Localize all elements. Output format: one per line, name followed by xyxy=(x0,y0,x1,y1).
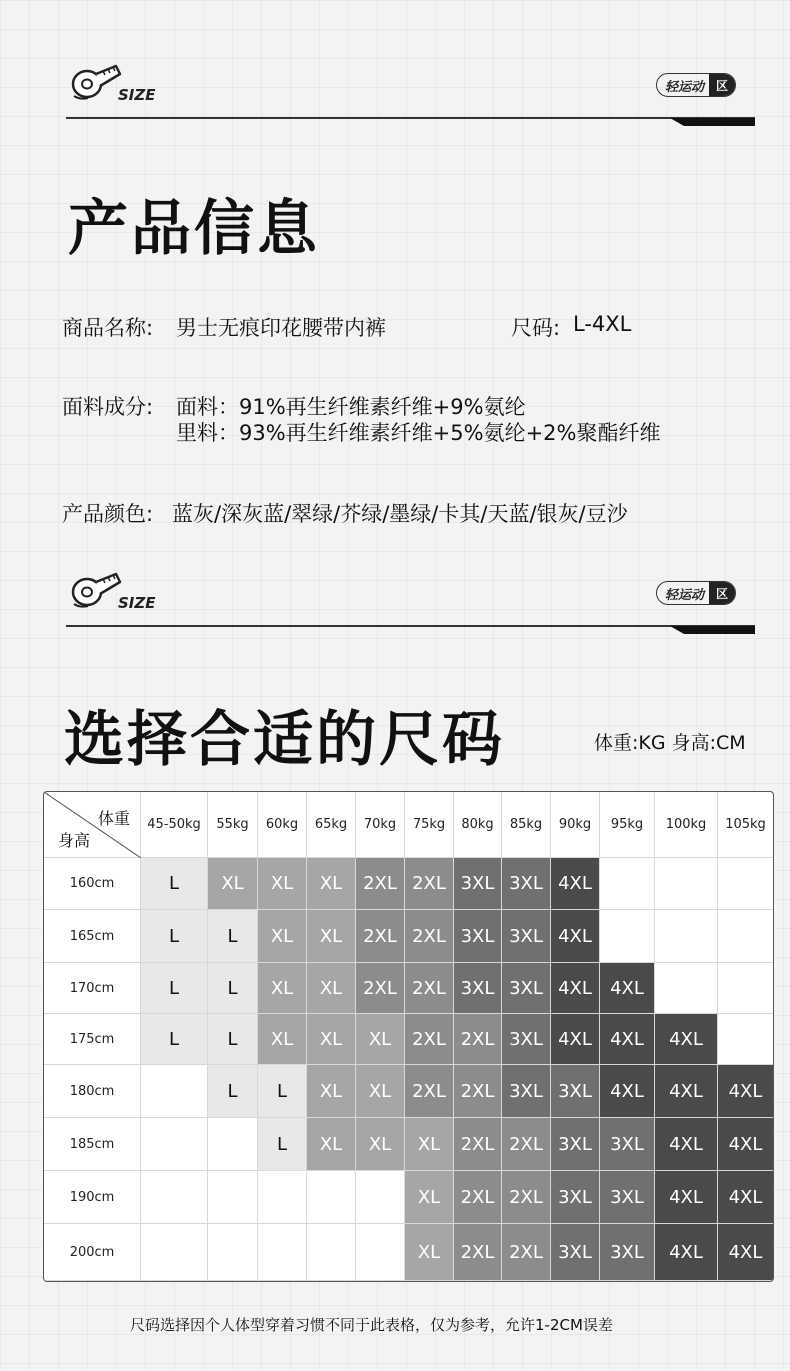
size-section-title: 选择合适的尺码 xyxy=(64,705,505,775)
height-header: 180cm xyxy=(44,1065,141,1118)
empty-cell xyxy=(307,1171,356,1224)
size-cell: 3XL xyxy=(454,910,502,963)
size-cell: 2XL xyxy=(454,1065,502,1118)
empty-cell xyxy=(718,858,774,910)
table-corner xyxy=(44,792,141,858)
empty-cell xyxy=(141,1065,208,1118)
height-header: 170cm xyxy=(44,963,141,1014)
height-header: 185cm xyxy=(44,1118,141,1171)
size-cell: 4XL xyxy=(551,1014,600,1065)
product-size-value: L-4XL xyxy=(573,312,632,336)
size-cell: XL xyxy=(356,1118,405,1171)
size-cell: XL xyxy=(307,910,356,963)
empty-cell xyxy=(655,910,718,963)
empty-cell xyxy=(307,1224,356,1281)
size-cell: L xyxy=(258,1065,307,1118)
size-cell: 3XL xyxy=(454,858,502,910)
size-cell: 2XL xyxy=(502,1118,551,1171)
fabric-label: 面料成分: xyxy=(62,395,154,419)
size-cell: 4XL xyxy=(551,963,600,1014)
size-cell: 3XL xyxy=(551,1118,600,1171)
size-cell: XL xyxy=(258,858,307,910)
empty-cell xyxy=(141,1224,208,1281)
size-cell: 4XL xyxy=(655,1118,718,1171)
product-size-label: 尺码: xyxy=(511,316,561,340)
empty-cell xyxy=(718,1014,774,1065)
height-header: 200cm xyxy=(44,1224,141,1281)
size-cell: 2XL xyxy=(454,1118,502,1171)
empty-cell xyxy=(718,910,774,963)
size-cell: XL xyxy=(405,1118,454,1171)
size-cell: 3XL xyxy=(502,963,551,1014)
brand-logo-icon: 区 xyxy=(709,74,735,96)
weight-header: 45-50kg xyxy=(141,792,208,858)
fabric-line-outer: 面料：91%再生纤维素纤维+9%氨纶 xyxy=(176,395,526,419)
size-cell: 4XL xyxy=(655,1224,718,1281)
size-cell: 2XL xyxy=(356,910,405,963)
brand-badge xyxy=(656,581,736,605)
size-cell: 3XL xyxy=(600,1118,655,1171)
color-value: 蓝灰/深灰蓝/翠绿/芥绿/墨绿/卡其/天蓝/银灰/豆沙 xyxy=(172,502,628,526)
empty-cell xyxy=(356,1224,405,1281)
size-cell: L xyxy=(208,910,258,963)
brand-text: 轻运动 xyxy=(665,79,705,95)
size-cell: 3XL xyxy=(502,1065,551,1118)
size-cell: XL xyxy=(307,963,356,1014)
empty-cell xyxy=(141,1118,208,1171)
empty-cell xyxy=(208,1118,258,1171)
weight-header: 105kg xyxy=(718,792,774,858)
size-cell: L xyxy=(258,1118,307,1171)
weight-header: 55kg xyxy=(208,792,258,858)
size-cell: L xyxy=(208,1065,258,1118)
size-cell: 3XL xyxy=(551,1065,600,1118)
size-cell: 4XL xyxy=(718,1224,774,1281)
size-cell: 2XL xyxy=(502,1224,551,1281)
size-cell: XL xyxy=(258,1014,307,1065)
size-cell: XL xyxy=(356,1065,405,1118)
size-cell: 3XL xyxy=(502,910,551,963)
product-name-value: 男士无痕印花腰带内裤 xyxy=(176,316,386,340)
header-divider-tab xyxy=(670,118,755,126)
header-divider-tab xyxy=(670,626,755,634)
size-cell: XL xyxy=(307,1118,356,1171)
brand-text: 轻运动 xyxy=(665,587,705,603)
size-cell: 2XL xyxy=(405,1014,454,1065)
weight-header: 95kg xyxy=(600,792,655,858)
size-cell: 4XL xyxy=(600,1014,655,1065)
size-cell: 2XL xyxy=(356,963,405,1014)
brand-logo-icon: 区 xyxy=(709,582,735,604)
corner-weight-label: 体重 xyxy=(97,809,130,828)
size-cell: XL xyxy=(208,858,258,910)
size-cell: L xyxy=(141,910,208,963)
size-cell: 4XL xyxy=(718,1118,774,1171)
empty-cell xyxy=(655,858,718,910)
size-cell: 4XL xyxy=(655,1014,718,1065)
size-cell: 4XL xyxy=(655,1171,718,1224)
product-info-title: 产品信息 xyxy=(68,194,320,264)
size-cell: 3XL xyxy=(551,1171,600,1224)
header-divider xyxy=(66,117,755,119)
empty-cell xyxy=(141,1171,208,1224)
header-divider xyxy=(66,625,755,627)
size-cell: 2XL xyxy=(454,1171,502,1224)
fabric-line-inner: 里料：93%再生纤维素纤维+5%氨纶+2%聚酯纤维 xyxy=(176,421,661,445)
size-cell: 3XL xyxy=(454,963,502,1014)
size-cell: 2XL xyxy=(502,1171,551,1224)
size-cell: XL xyxy=(258,910,307,963)
size-cell: 4XL xyxy=(655,1065,718,1118)
weight-header: 80kg xyxy=(454,792,502,858)
weight-header: 85kg xyxy=(502,792,551,858)
size-cell: 3XL xyxy=(502,1014,551,1065)
empty-cell xyxy=(356,1171,405,1224)
size-cell: L xyxy=(141,1014,208,1065)
size-cell: XL xyxy=(258,963,307,1014)
empty-cell xyxy=(718,963,774,1014)
size-cell: 3XL xyxy=(502,858,551,910)
footer-note: 尺码选择因个人体型穿着习惯不同于此表格，仅为参考，允许1-2CM误差 xyxy=(130,1316,613,1334)
units-note: 体重:KG 身高:CM xyxy=(594,732,746,754)
size-cell: L xyxy=(208,963,258,1014)
size-cell: 2XL xyxy=(356,858,405,910)
color-label: 产品颜色: xyxy=(62,502,154,526)
empty-cell xyxy=(208,1224,258,1281)
corner-height-label: 身高 xyxy=(58,831,91,850)
empty-cell xyxy=(258,1224,307,1281)
weight-header: 60kg xyxy=(258,792,307,858)
product-name-label: 商品名称: xyxy=(62,316,154,340)
size-cell: 2XL xyxy=(454,1014,502,1065)
size-cell: XL xyxy=(307,858,356,910)
height-header: 175cm xyxy=(44,1014,141,1065)
size-cell: 2XL xyxy=(405,858,454,910)
size-cell: XL xyxy=(405,1171,454,1224)
size-cell: L xyxy=(141,963,208,1014)
weight-header: 90kg xyxy=(551,792,600,858)
size-cell: XL xyxy=(307,1014,356,1065)
weight-header: 100kg xyxy=(655,792,718,858)
height-header: 165cm xyxy=(44,910,141,963)
size-cell: 3XL xyxy=(600,1224,655,1281)
empty-cell xyxy=(600,910,655,963)
size-cell: 2XL xyxy=(405,910,454,963)
size-cell: 4XL xyxy=(600,963,655,1014)
size-label: SIZE xyxy=(118,594,156,612)
size-cell: 2XL xyxy=(405,963,454,1014)
size-cell: 3XL xyxy=(551,1224,600,1281)
tape-measure-icon xyxy=(70,570,122,610)
weight-header: 75kg xyxy=(405,792,454,858)
size-cell: 4XL xyxy=(718,1171,774,1224)
size-cell: 4XL xyxy=(551,858,600,910)
size-cell: XL xyxy=(405,1224,454,1281)
size-cell: 4XL xyxy=(718,1065,774,1118)
height-header: 160cm xyxy=(44,858,141,910)
size-cell: 3XL xyxy=(600,1171,655,1224)
empty-cell xyxy=(258,1171,307,1224)
size-cell: XL xyxy=(307,1065,356,1118)
empty-cell xyxy=(600,858,655,910)
brand-badge xyxy=(656,73,736,97)
size-cell: 4XL xyxy=(600,1065,655,1118)
weight-header: 70kg xyxy=(356,792,405,858)
size-cell: L xyxy=(208,1014,258,1065)
size-cell: XL xyxy=(356,1014,405,1065)
size-label: SIZE xyxy=(118,86,156,104)
height-header: 190cm xyxy=(44,1171,141,1224)
size-cell: 2XL xyxy=(405,1065,454,1118)
empty-cell xyxy=(208,1171,258,1224)
weight-header: 65kg xyxy=(307,792,356,858)
size-cell: L xyxy=(141,858,208,910)
size-cell: 4XL xyxy=(551,910,600,963)
empty-cell xyxy=(655,963,718,1014)
size-table xyxy=(43,791,774,1282)
size-cell: 2XL xyxy=(454,1224,502,1281)
tape-measure-icon xyxy=(70,62,122,102)
